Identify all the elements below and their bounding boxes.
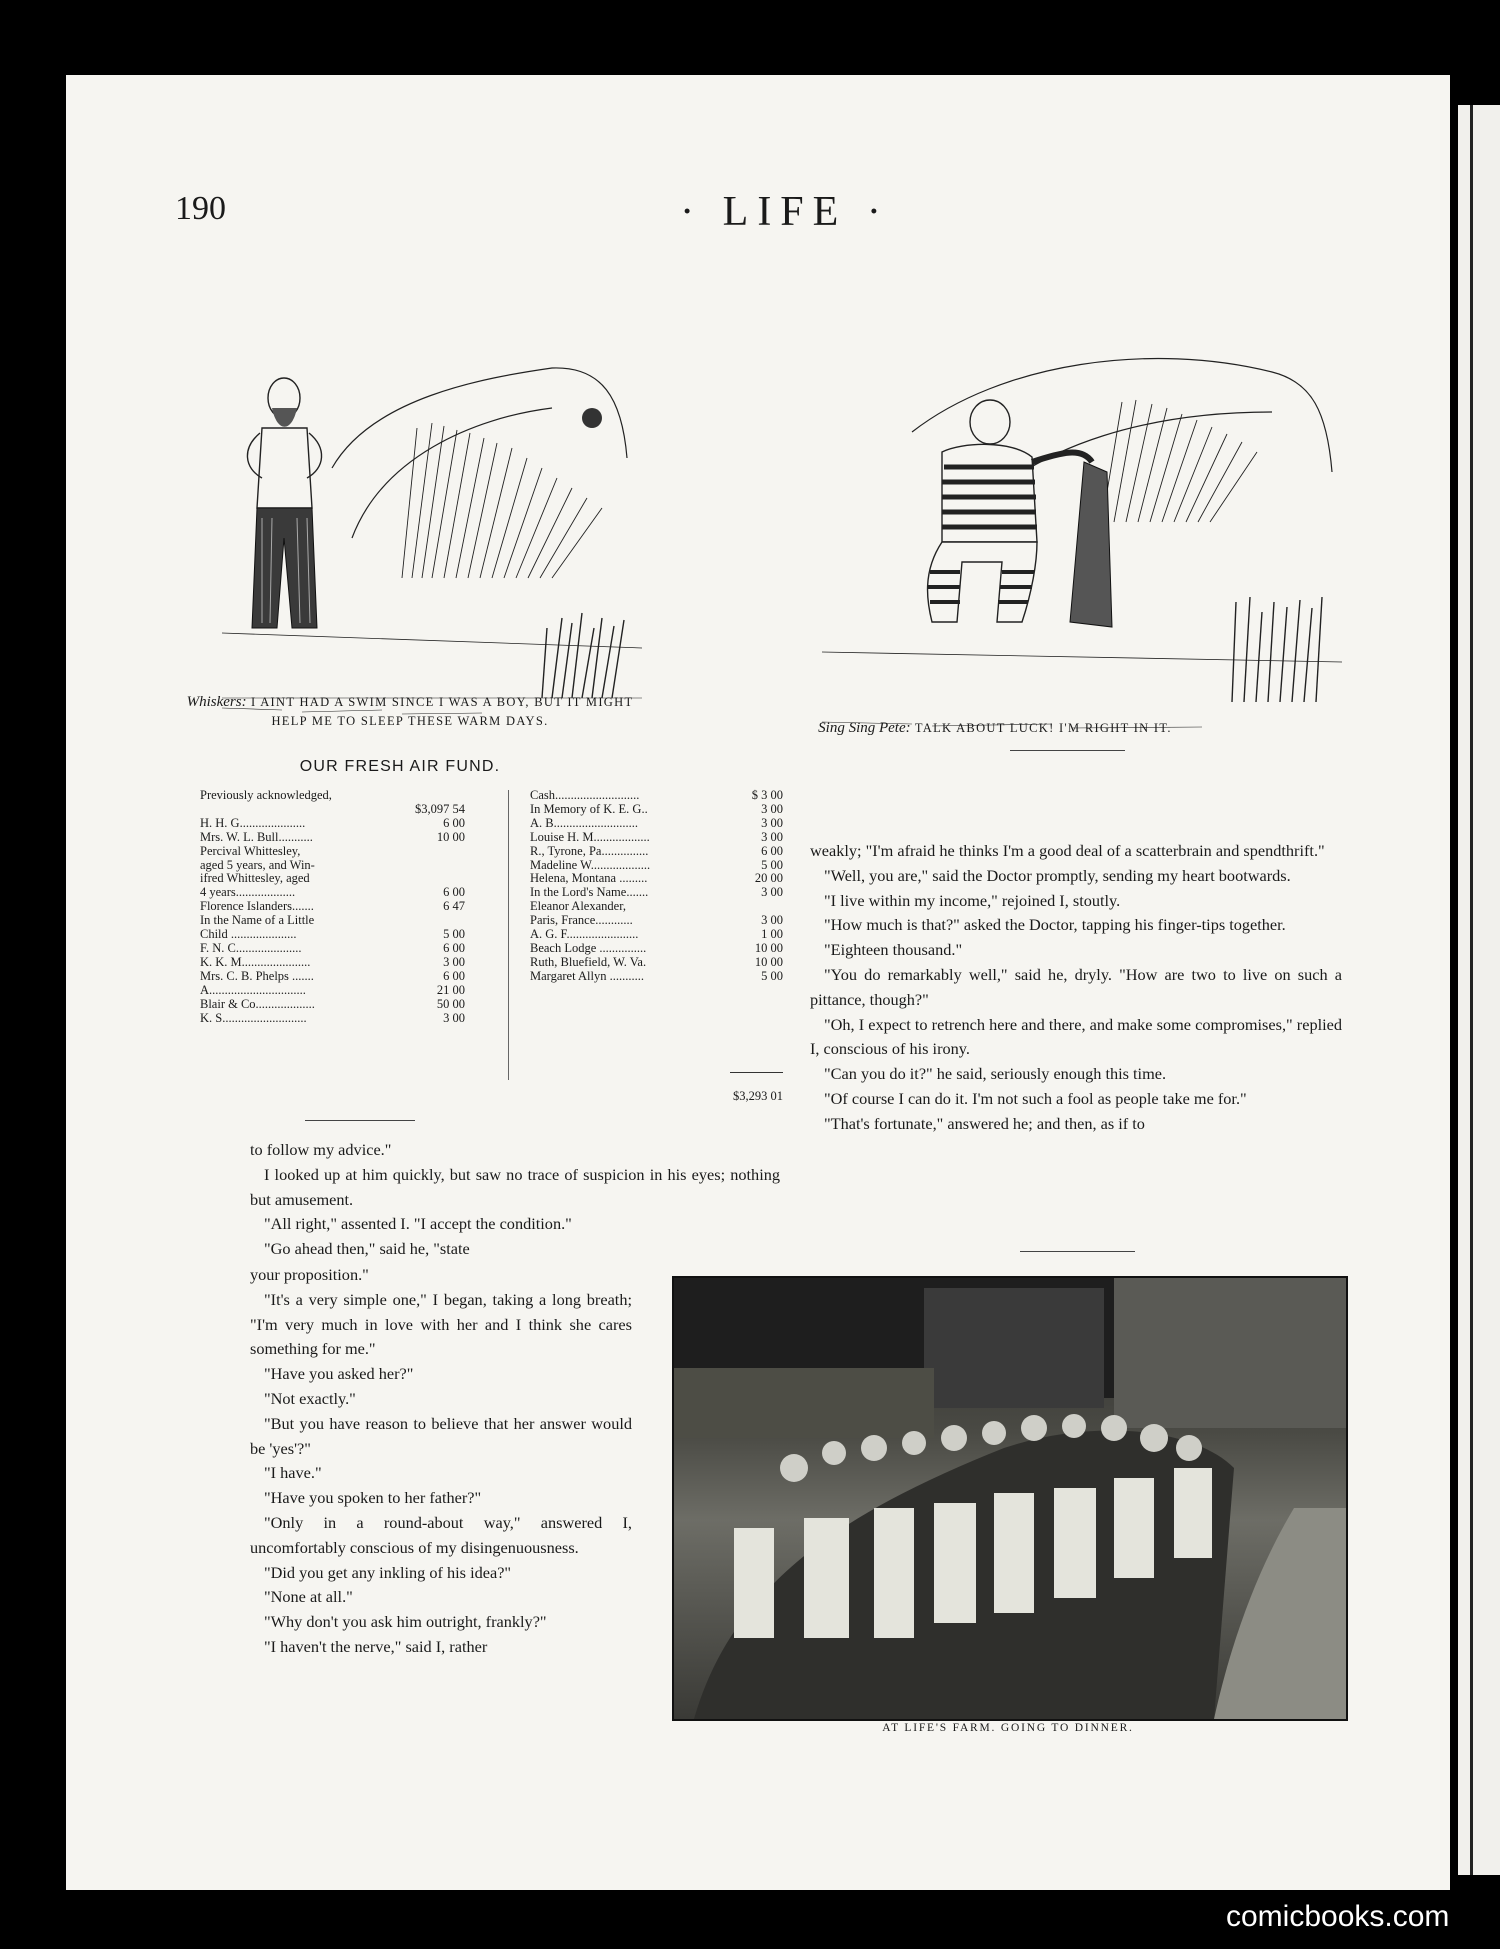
story-column-left-top: [250, 1138, 780, 1262]
caption-line: I AINT HAD A SWIM SINCE I WAS A BOY, BUT IT MIGHT: [251, 695, 634, 709]
fund-entry-name: R., Tyrone, Pa...............: [530, 844, 649, 858]
story-paragraph: "Only in a round-about way," answered I, uncomfortably conscious of my disingenuousness.: [250, 1512, 632, 1557]
divider-rule: [1010, 750, 1125, 751]
story-paragraph: "You do remarkably well," said he, dryly. "How are two to live on such a pittance, though?": [810, 964, 1342, 1009]
story-column-left-bottom: [250, 1263, 632, 1660]
fund-entry: [200, 872, 465, 886]
photo-caption: AT LIFE'S FARM. GOING TO DINNER.: [882, 1722, 1134, 1734]
story-paragraph: "Can you do it?" he said, seriously enough this time.: [824, 1064, 1167, 1084]
fund-entry: [200, 914, 465, 928]
cartoon-whiskers: [222, 338, 642, 738]
fund-entry-name: H. H. G.....................: [200, 816, 306, 830]
watermark: comicbooks.com: [1226, 1900, 1450, 1933]
story-column-right: [810, 839, 1342, 1137]
fund-entry-name: 4 years...................: [200, 886, 296, 900]
facing-page-edge: [1458, 105, 1500, 1875]
fund-entry-amount: 3 00: [440, 956, 465, 970]
fund-entry-amount: 3 00: [758, 886, 783, 900]
caption-line: TALK ABOUT LUCK! I'M RIGHT IN IT.: [914, 721, 1172, 735]
fund-entry: [200, 817, 465, 831]
fund-entry-name: Paris, France............: [530, 914, 633, 928]
cartoon-caption-pete: [755, 720, 1235, 737]
fund-entry: [530, 872, 783, 886]
fund-entry-amount: 3 00: [758, 803, 783, 817]
fund-entry: [530, 956, 783, 970]
fund-entry-amount: 6 47: [440, 900, 465, 914]
fund-entry-name: Child .....................: [200, 928, 297, 942]
fund-entry: [530, 859, 783, 873]
fund-entry: [200, 928, 465, 942]
fund-entry: [530, 914, 783, 928]
fund-entry-amount: 5 00: [758, 970, 783, 984]
fund-entry: [200, 970, 465, 984]
fund-entry: [200, 998, 465, 1012]
fund-entry-name: In the Name of a Little: [200, 914, 315, 928]
story-paragraph: "Did you get any inkling of his idea?": [264, 1562, 512, 1582]
fund-entry-name: Beach Lodge ...............: [530, 941, 647, 955]
fund-entry-name: Helena, Montana .........: [530, 872, 648, 886]
fund-entry-name: Mrs. C. B. Phelps .......: [200, 969, 314, 983]
fund-entry-name: Florence Islanders.......: [200, 900, 314, 914]
fund-entry: [200, 803, 465, 817]
story-paragraph: "Of course I can do it. I'm not such a fool as people take me for.": [824, 1088, 1247, 1108]
fund-entry-amount: 20 00: [752, 872, 783, 886]
fund-entry: [200, 789, 465, 803]
fund-entry-amount: 10 00: [752, 956, 783, 970]
fund-entry-amount: 10 00: [752, 942, 783, 956]
fund-entry-name: Mrs. W. L. Bull...........: [200, 830, 313, 844]
story-paragraph: "That's fortunate," answered he; and then, as if to: [824, 1113, 1145, 1133]
fund-entry-name: Margaret Allyn ...........: [530, 969, 644, 983]
fund-column-2: [530, 789, 783, 984]
story-paragraph: weakly; "I'm afraid he thinks I'm a good deal of a scatterbrain and spendthrift.": [810, 841, 1325, 860]
caption-speaker: Sing Sing Pete:: [818, 720, 911, 736]
fund-column-divider: [508, 790, 509, 1080]
cartoon-sing-sing-pete: [822, 322, 1342, 762]
fund-entry-name: aged 5 years, and Win-: [200, 858, 315, 872]
fund-entry-amount: 6 00: [440, 886, 465, 900]
fund-entry-amount: 3 00: [758, 817, 783, 831]
caption-speaker: Whiskers:: [186, 694, 247, 710]
story-paragraph: to follow my advice.": [250, 1140, 392, 1159]
story-paragraph: "I live within my income," rejoined I, stoutly.: [824, 890, 1121, 910]
fund-entry: [530, 845, 783, 859]
fund-entry-amount: 5 00: [440, 928, 465, 942]
fund-entry-name: K. S...........................: [200, 1011, 307, 1025]
story-paragraph: "Not exactly.": [264, 1388, 356, 1408]
fund-entry-amount: 1 00: [758, 928, 783, 942]
story-paragraph: "How much is that?" asked the Doctor, tapping his finger-tips together.: [824, 915, 1286, 935]
story-paragraph: "But you have reason to believe that her answer would be 'yes'?": [250, 1413, 632, 1458]
fund-entry-amount: $3,097 54: [412, 803, 465, 817]
story-paragraph: "Eighteen thousand.": [824, 940, 963, 960]
fund-entry-name: Ruth, Bluefield, W. Va.: [530, 955, 647, 969]
fund-entry-name: Cash...........................: [530, 789, 640, 802]
fund-entry-amount: 3 00: [758, 914, 783, 928]
page-number: 190: [175, 190, 226, 227]
fund-entry-amount: 6 00: [440, 970, 465, 984]
caption-line: HELP ME TO SLEEP THESE WARM DAYS.: [271, 714, 549, 728]
fund-entry-amount: 50 00: [434, 998, 465, 1012]
fund-entry-name: F. N. C.....................: [200, 941, 302, 955]
story-paragraph: "Oh, I expect to retrench here and there, and make some compromises," replied I, conscious of his irony.: [810, 1014, 1342, 1059]
fund-entry-name: Eleanor Alexander,: [530, 900, 626, 914]
story-paragraph: "It's a very simple one," I began, taking a long breath; "I'm very much in love with her and I think she cares something for me.": [250, 1289, 632, 1359]
fund-entry: [200, 956, 465, 970]
fund-entry: [530, 831, 783, 845]
fund-entry-amount: 5 00: [758, 859, 783, 873]
fund-entry-name: Louise H. M..................: [530, 830, 650, 844]
story-paragraph: "I haven't the nerve," said I, rather: [264, 1636, 488, 1656]
fund-entry-amount: 10 00: [434, 831, 465, 845]
fund-entry: [200, 1012, 465, 1026]
fund-column-1: [200, 789, 465, 1025]
fund-entry-amount: $ 3 00: [749, 789, 783, 803]
story-paragraph: "Have you asked her?": [264, 1364, 414, 1384]
fund-entry-amount: 3 00: [440, 1012, 465, 1026]
fund-entry: [530, 817, 783, 831]
story-paragraph: "Go ahead then," said he, "state: [264, 1239, 470, 1259]
fund-entry-amount: 3 00: [758, 831, 783, 845]
fund-title: OUR FRESH AIR FUND.: [299, 758, 501, 775]
fund-entry: [200, 984, 465, 998]
fund-entry: [200, 942, 465, 956]
fund-entry-name: Previously acknowledged,: [200, 789, 332, 802]
fund-entry-amount: 6 00: [758, 845, 783, 859]
story-paragraph: I looked up at him quickly, but saw no trace of suspicion in his eyes; nothing but amusement.: [250, 1164, 780, 1209]
fund-entry: [530, 886, 783, 900]
fund-total: $3,293 01: [733, 1089, 783, 1103]
photo-lifes-farm: [672, 1276, 1348, 1721]
fund-entry-name: A. G. F.......................: [530, 928, 639, 942]
story-paragraph: your proposition.": [250, 1265, 369, 1284]
fund-entry: [200, 886, 465, 900]
fund-entry-name: Blair & Co...................: [200, 997, 315, 1011]
fund-entry-name: In Memory of K. E. G..: [530, 802, 648, 816]
story-paragraph: "I have.": [264, 1463, 322, 1483]
fund-entry: [200, 831, 465, 845]
fund-entry-name: In the Lord's Name.......: [530, 886, 649, 900]
divider-rule: [1020, 1251, 1135, 1252]
total-rule: [730, 1072, 783, 1073]
fund-entry-name: K. K. M......................: [200, 955, 311, 969]
divider-rule: [305, 1120, 415, 1121]
fund-entry: [530, 970, 783, 984]
fund-entry-amount: 21 00: [434, 984, 465, 998]
fund-entry-amount: 6 00: [440, 942, 465, 956]
fund-entry-name: Madeline W...................: [530, 858, 651, 872]
whiskers-figure: [247, 378, 321, 628]
fund-entry: [200, 845, 465, 859]
fund-entry-name: ifred Whittesley, aged: [200, 872, 310, 886]
fund-entry: [530, 803, 783, 817]
fund-entry: [530, 789, 783, 803]
fund-entry-amount: 6 00: [440, 817, 465, 831]
story-paragraph: "All right," assented I. "I accept the condition.": [264, 1214, 572, 1234]
masthead: · LIFE ·: [680, 189, 890, 235]
story-paragraph: "Have you spoken to her father?": [264, 1488, 482, 1508]
story-paragraph: "Well, you are," said the Doctor promptly, sending my heart bootwards.: [824, 865, 1291, 885]
fund-entry: [530, 928, 783, 942]
fund-entry: [530, 900, 783, 914]
fund-entry-name: Percival Whittesley,: [200, 844, 301, 858]
fund-entry: [200, 900, 465, 914]
fund-entry: [200, 859, 465, 873]
fund-entry: [530, 942, 783, 956]
fund-entry-name: A...............................: [200, 983, 306, 997]
story-paragraph: "Why don't you ask him outright, frankly?": [264, 1612, 547, 1632]
fund-entry-name: A. B...........................: [530, 816, 638, 830]
pete-figure: [928, 400, 1112, 627]
story-paragraph: "None at all.": [264, 1587, 353, 1607]
cartoon-caption-whiskers: [180, 693, 640, 731]
